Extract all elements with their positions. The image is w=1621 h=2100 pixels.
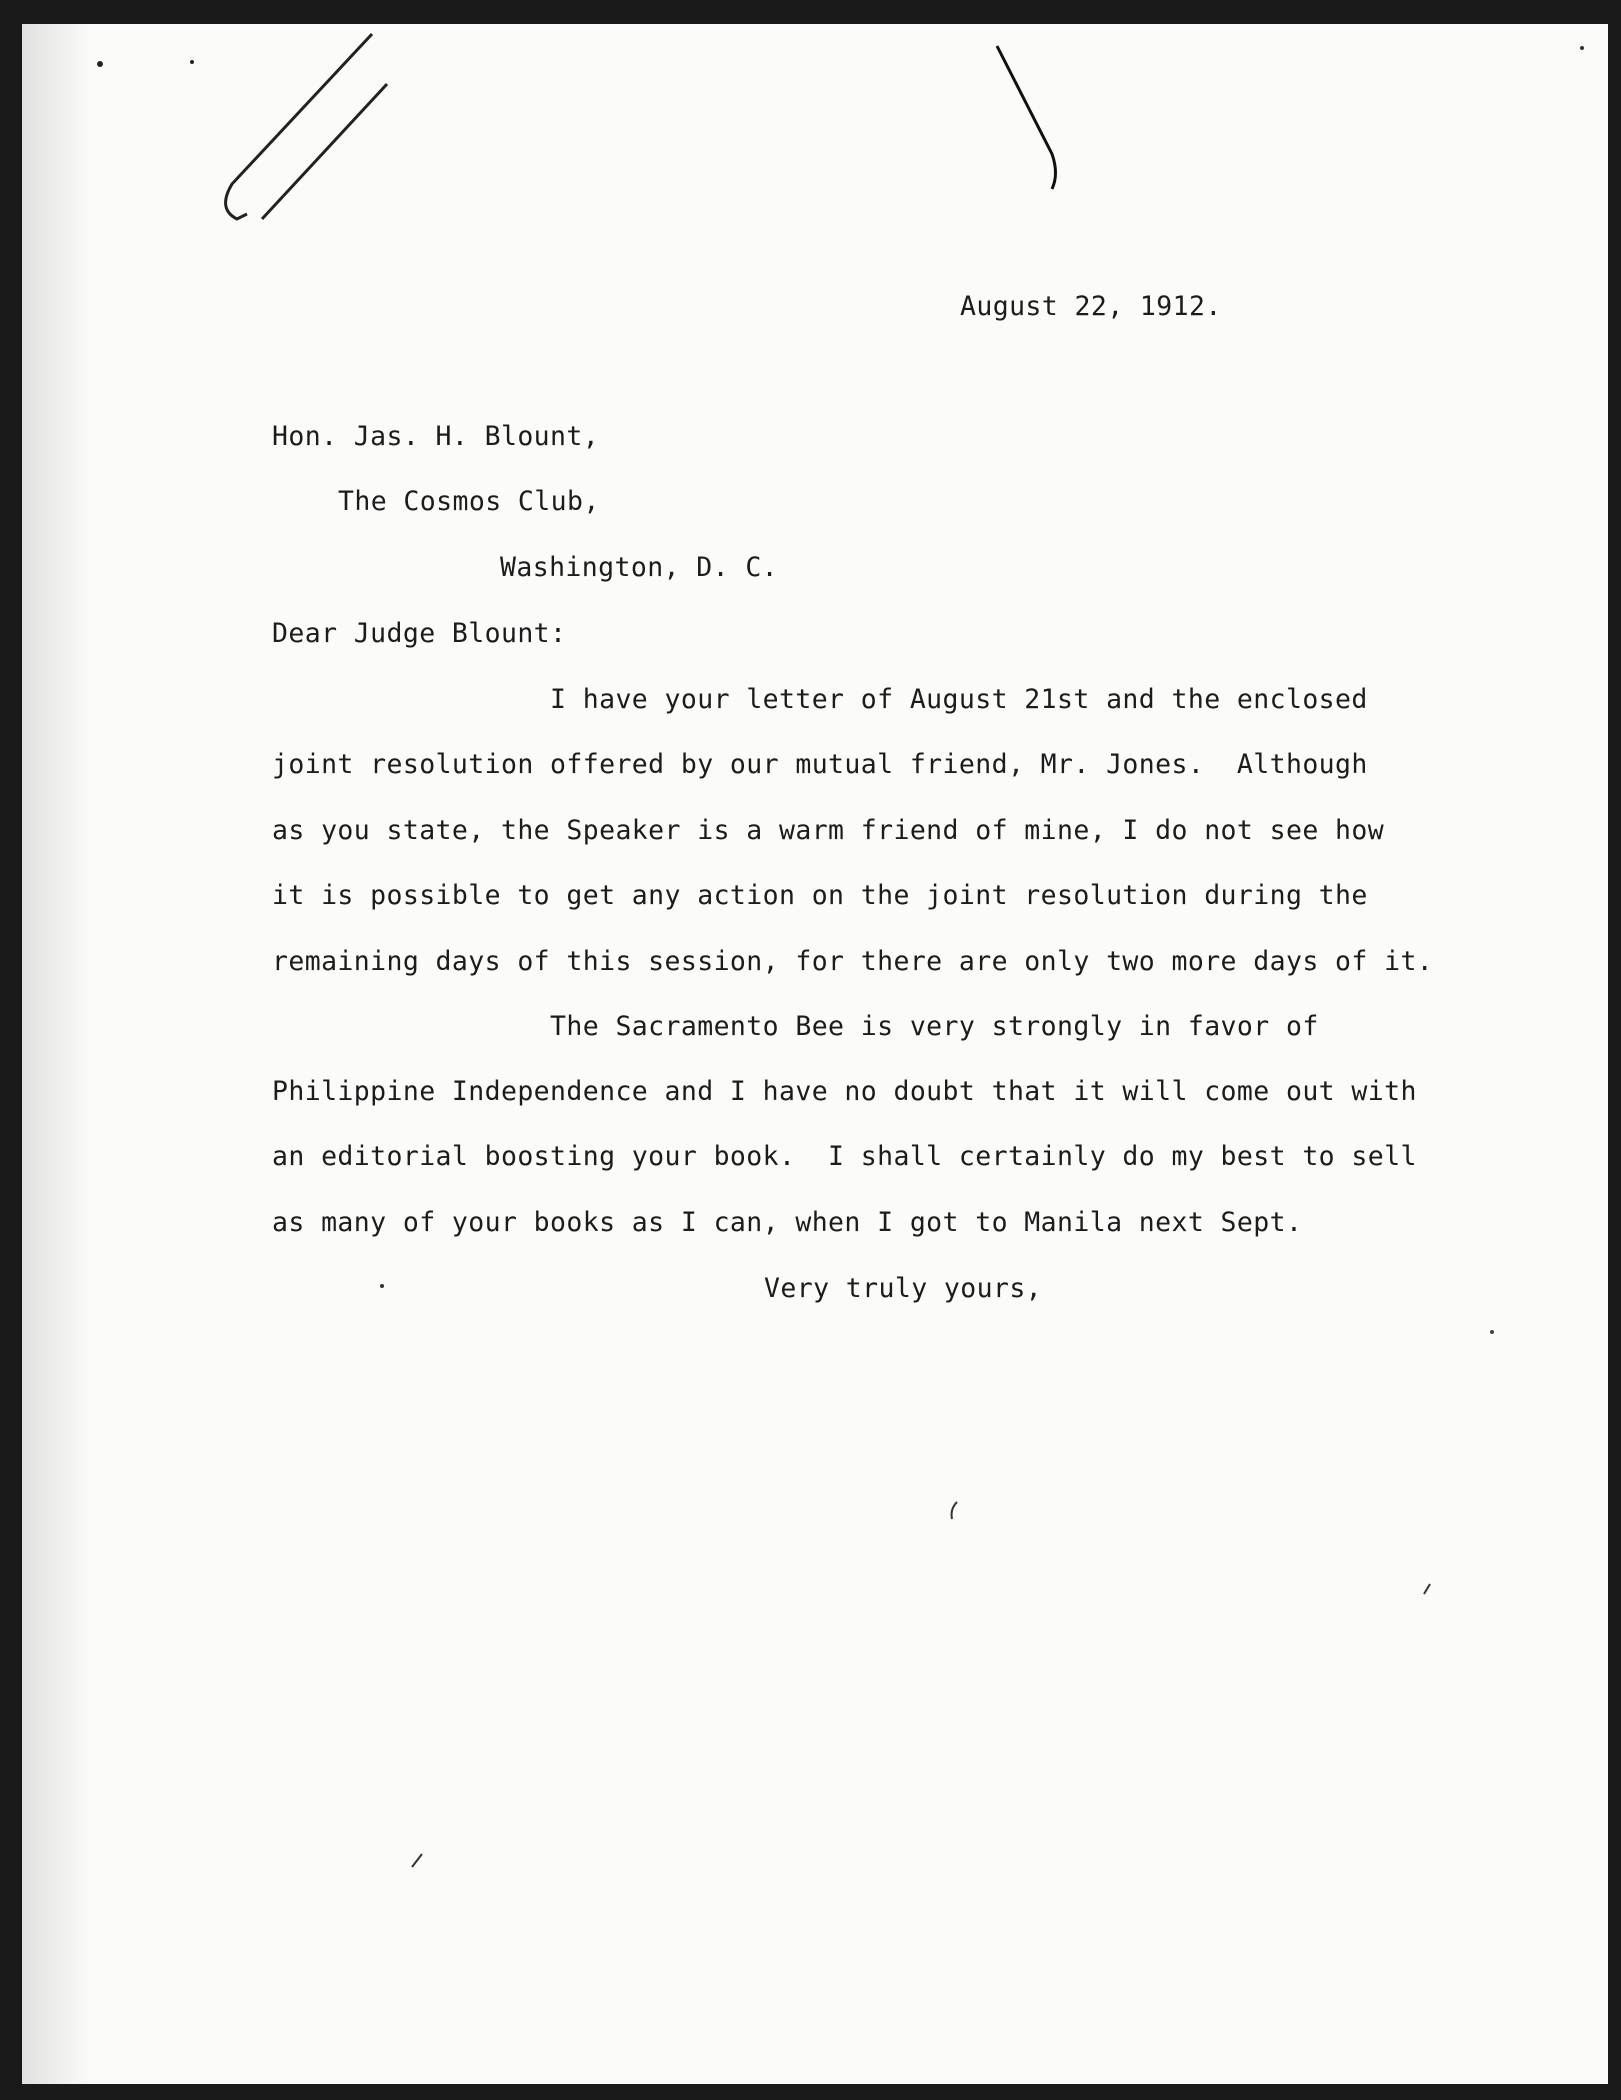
speck <box>1490 1330 1494 1334</box>
recipient-club: The Cosmos Club, <box>338 486 600 517</box>
recipient-city: Washington, D. C. <box>500 552 779 583</box>
speck <box>190 60 194 64</box>
speck <box>380 1284 384 1288</box>
speck <box>952 1502 957 1519</box>
body-line: joint resolution offered by our mutual friend, Mr. Jones. Although <box>272 749 1368 780</box>
paperclip-mark <box>226 34 387 219</box>
recipient-name: Hon. Jas. H. Blount, <box>272 421 600 452</box>
letter-page <box>22 24 1608 2084</box>
salutation: Dear Judge Blount: <box>272 618 567 649</box>
body-line: it is possible to get any action on the joint resolution during the <box>272 880 1368 911</box>
speck <box>412 1854 422 1867</box>
pencil-stroke-mark <box>997 46 1056 189</box>
speck <box>97 61 103 67</box>
body-line: I have your letter of August 21st and the enclosed <box>272 684 1368 715</box>
letter-date: August 22, 1912. <box>960 291 1222 322</box>
body-line: an editorial boosting your book. I shall certainly do my best to sell <box>272 1141 1417 1172</box>
body-line: The Sacramento Bee is very strongly in favor of <box>272 1011 1319 1042</box>
speck <box>1424 1584 1430 1594</box>
paper-marks <box>22 24 1608 2084</box>
body-line: remaining days of this session, for there are only two more days of it. <box>272 946 1434 977</box>
speck <box>1580 46 1584 50</box>
closing: Very truly yours, <box>764 1273 1043 1304</box>
body-line: Philippine Independence and I have no doubt that it will come out with <box>272 1076 1417 1107</box>
body-line: as you state, the Speaker is a warm friend of mine, I do not see how <box>272 815 1385 846</box>
body-line: as many of your books as I can, when I got to Manila next Sept. <box>272 1207 1303 1238</box>
